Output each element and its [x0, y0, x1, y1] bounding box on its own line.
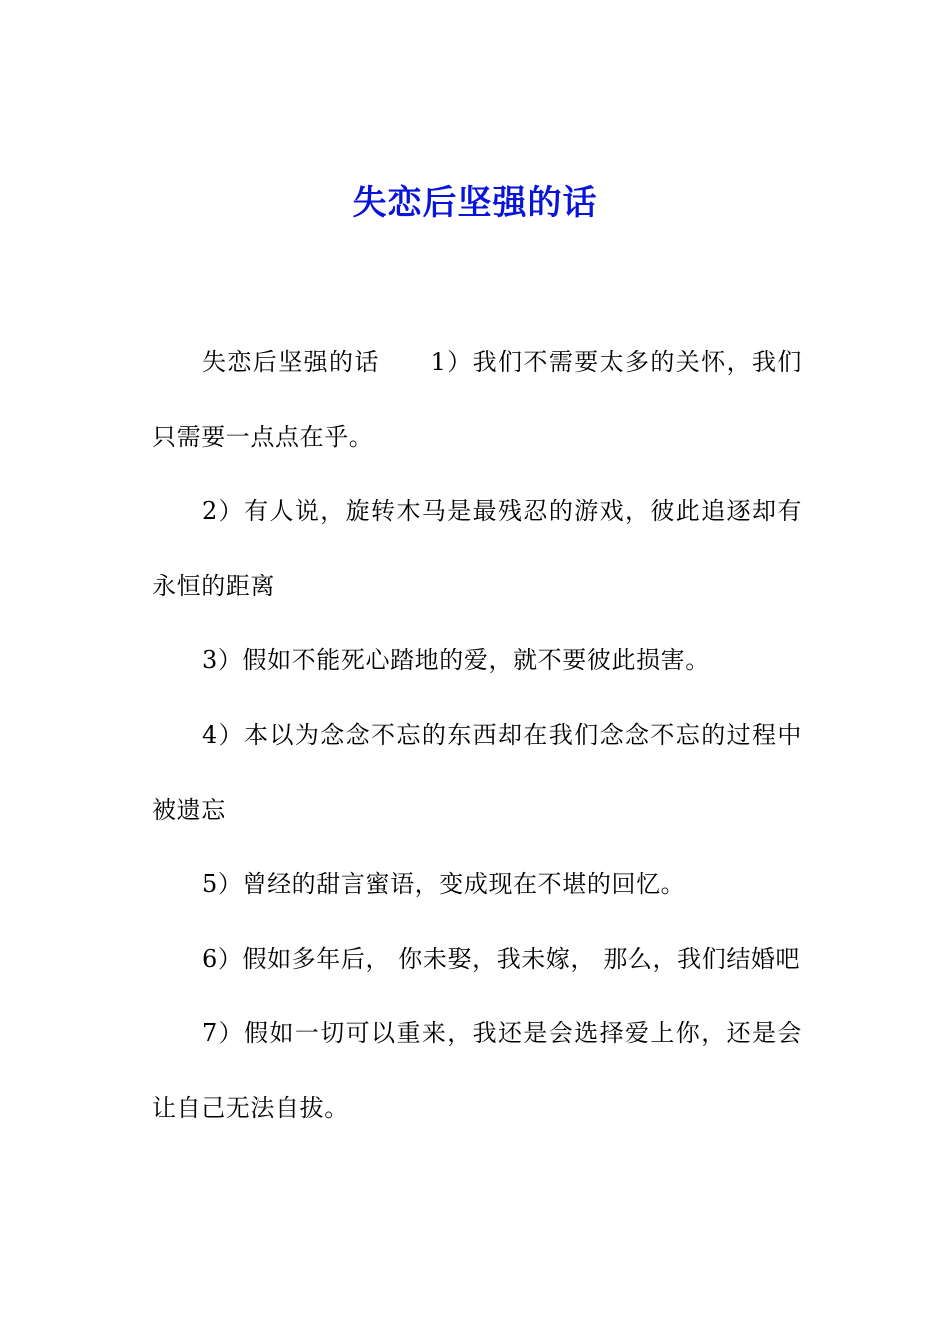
document-title: 失恋后坚强的话: [352, 183, 598, 223]
paragraph-5: 5）曾经的甜言蜜语，变成现在不堪的回忆。: [202, 870, 686, 899]
paragraph-1: 失恋后坚强的话 1）我们不需要太多的关怀，我们只需要一点点在乎。: [152, 348, 802, 451]
document-body: [152, 325, 802, 1146]
paragraph-2: 2）有人说，旋转木马是最残忍的游戏，彼此追逐却有永恒的距离: [152, 497, 802, 600]
paragraph-3: 3）假如不能死心踏地的爱，就不要彼此损害。: [202, 646, 710, 675]
paragraph-6: 6）假如多年后， 你未娶，我未嫁， 那么，我们结婚吧: [202, 944, 801, 973]
paragraph-4: 4）本以为念念不忘的东西却在我们念念不忘的过程中被遗忘: [152, 720, 802, 824]
paragraph-7: 7）假如一切可以重来，我还是会选择爱上你，还是会让自己无法自拔。: [152, 1019, 802, 1122]
